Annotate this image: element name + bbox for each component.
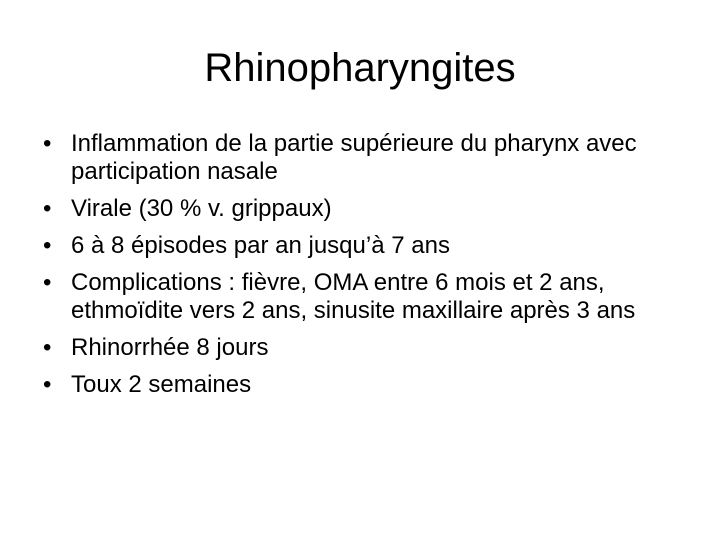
bullet-item-virale [40,195,665,223]
bullet-text: Complications : fièvre, OMA entre 6 mois et 2 ans, ethmoïdite vers 2 ans, sinusite maxillaire après 3 ans [71,269,636,324]
bullet-text: Virale (30 % v. grippaux) [71,195,332,222]
bullet-text: Toux 2 semaines [71,371,252,398]
bullet-list [40,130,665,408]
bullet-dot-icon: • [43,269,52,296]
bullet-text: 6 à 8 épisodes par an jusqu’à 7 ans [71,232,450,259]
bullet-text: Rhinorrhée 8 jours [71,334,269,361]
bullet-dot-icon: • [43,130,52,157]
bullet-dot-icon: • [43,195,52,222]
bullet-item-complications [40,269,665,325]
slide-title: Rhinopharyngites [204,46,516,90]
bullet-dot-icon: • [43,334,52,361]
bullet-item-episodes [40,232,665,260]
bullet-dot-icon: • [43,232,52,259]
bullet-item-toux [40,371,665,399]
bullet-text: Inflammation de la partie supérieure du pharynx avec participation nasale [71,130,637,185]
bullet-dot-icon: • [43,371,52,398]
bullet-item-inflammation [40,130,665,186]
bullet-item-rhinorrhee [40,334,665,362]
